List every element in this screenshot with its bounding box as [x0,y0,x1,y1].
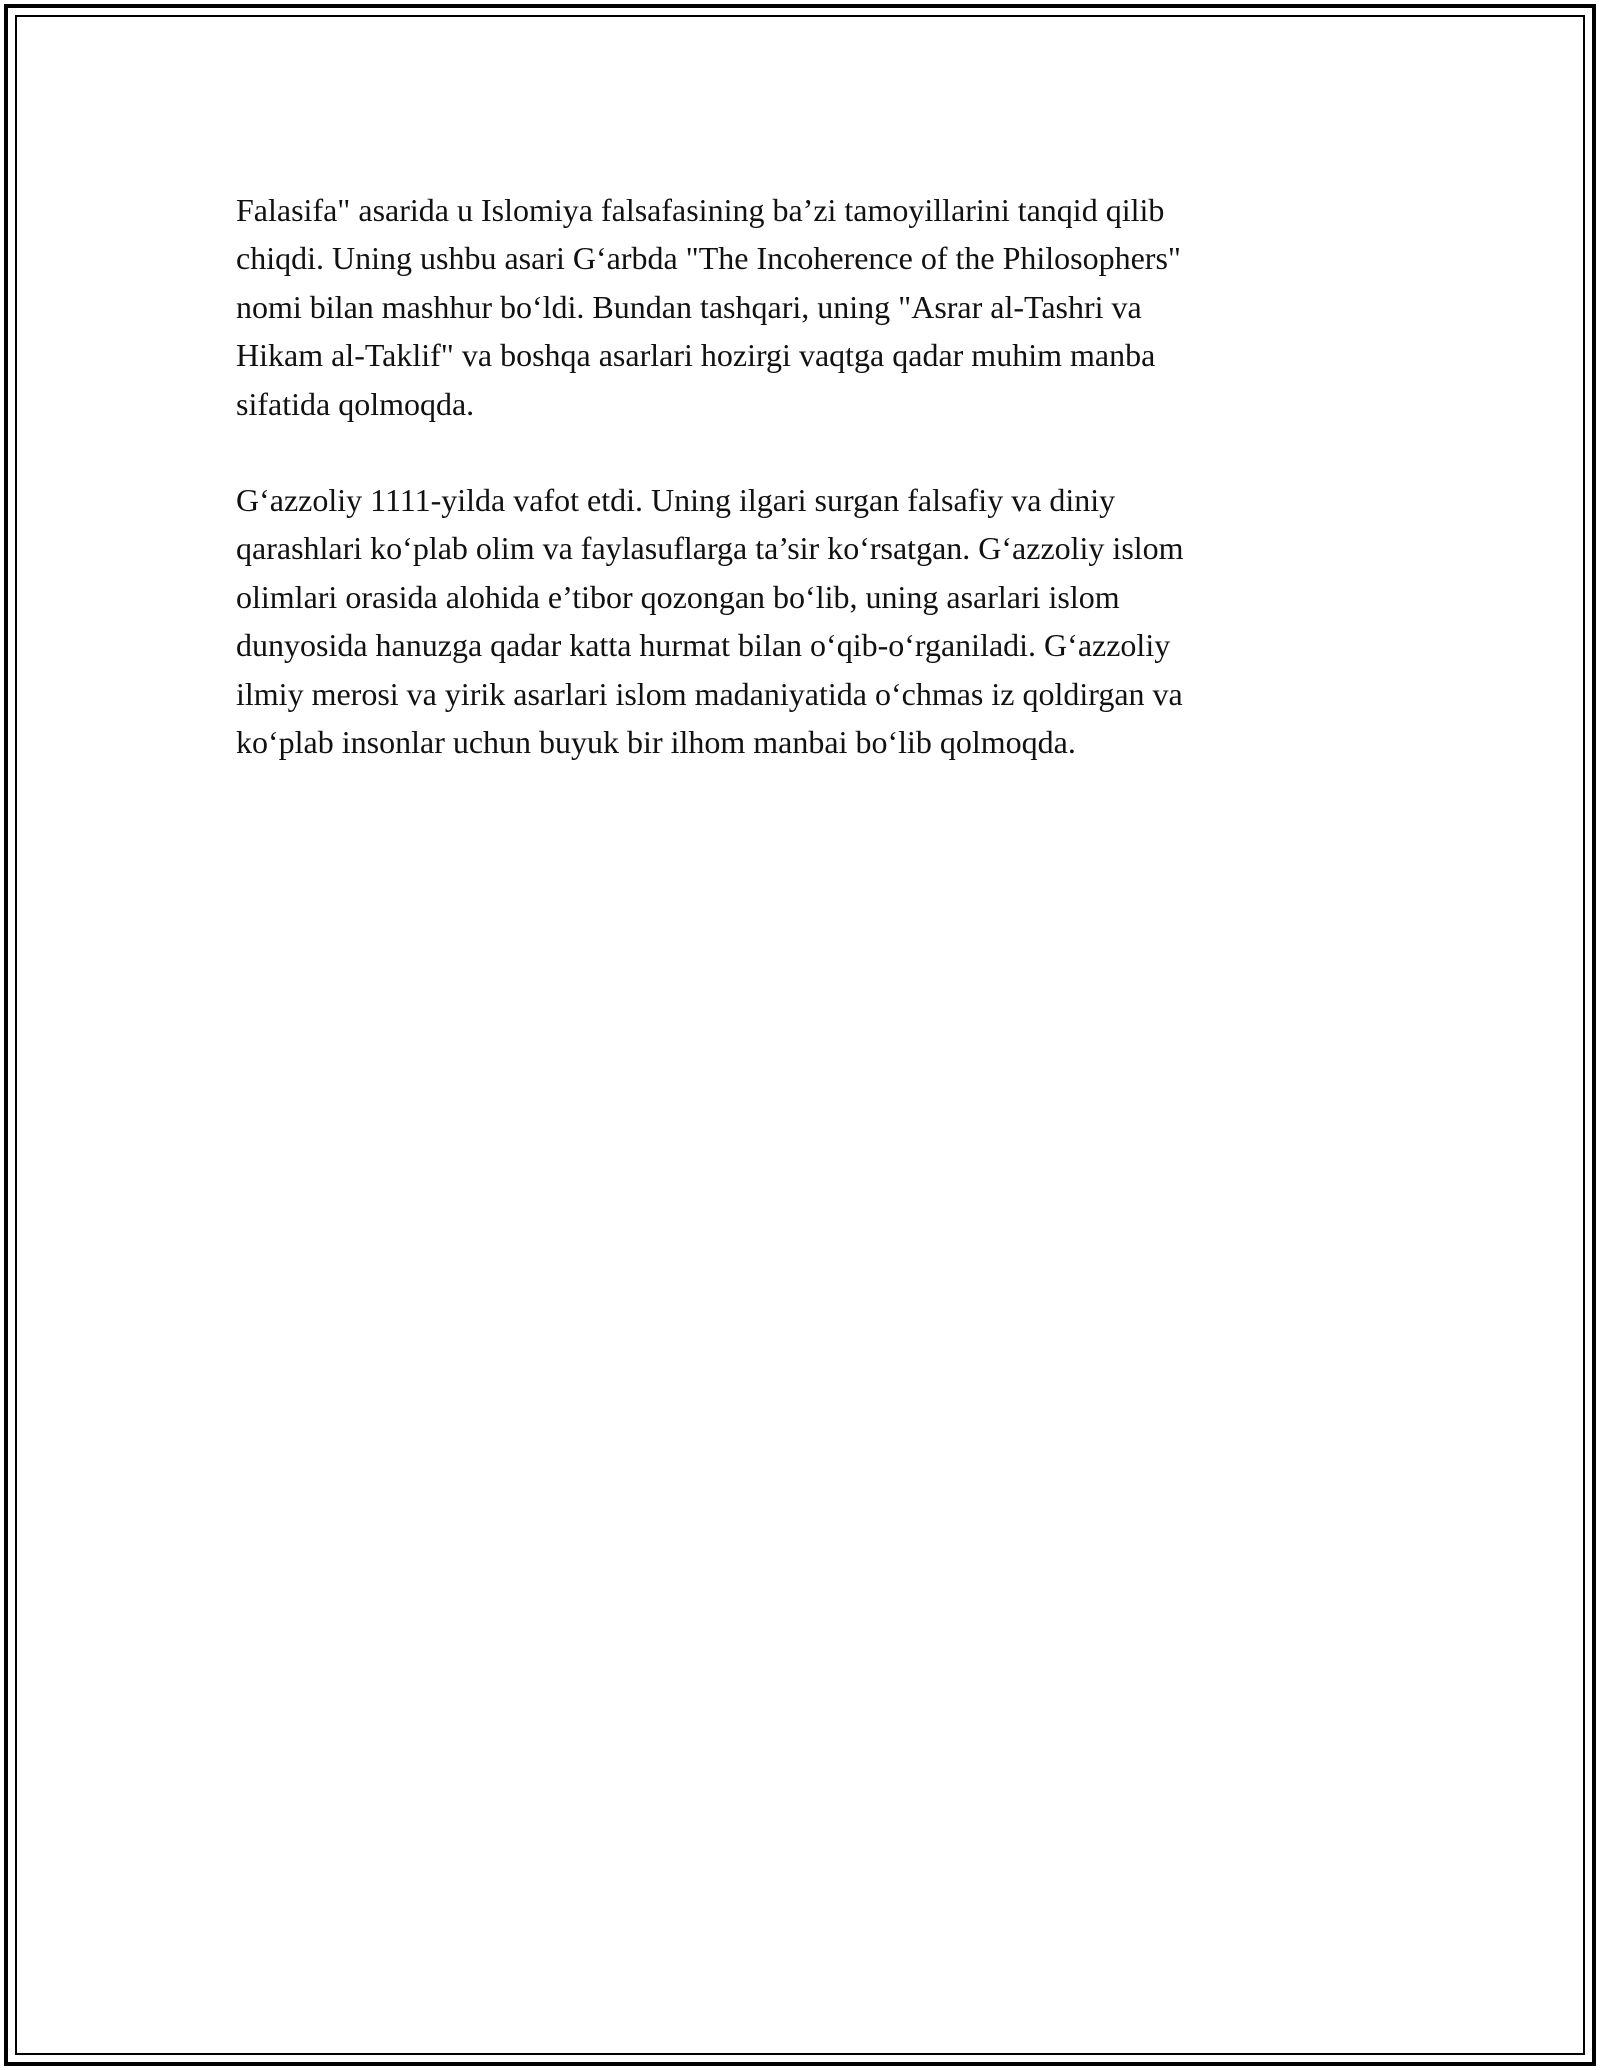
text-line: nomi bilan mashhur bo‘ldi. Bundan tashqari, uning "Asrar al-Tashri va [236,288,1142,325]
paragraph-2 [236,476,1366,766]
text-line: dunyosida hanuzga qadar katta hurmat bilan o‘qib-o‘rganiladi. G‘azzoliy [236,627,1171,664]
text-line: ilmiy merosi va yirik asarlari islom madaniyatida o‘chmas iz qoldirgan va [236,675,1183,712]
text-line: chiqdi. Uning ushbu asari G‘arbda "The Incoherence of the Philosophers" [236,240,1181,277]
paragraph-1 [236,186,1366,428]
text-line: Falasifa" asarida u Islomiya falsafasining ba’zi tamoyillarini tanqid qilib [236,192,1165,228]
text-line: G‘azzoliy 1111-yilda vafot etdi. Uning ilgari surgan falsafiy va diniy [236,482,1116,519]
text-line: sifatida qolmoqda. [236,385,475,422]
text-line: Hikam al-Taklif" va boshqa asarlari hozirgi vaqtga qadar muhim manba [236,337,1156,374]
document-body [236,186,1366,814]
text-line: qarashlari ko‘plab olim va faylasuflarga ta’sir ko‘rsatgan. G‘azzoliy islom [236,530,1184,567]
text-line: olimlari orasida alohida e’tibor qozongan bo‘lib, uning asarlari islom [236,578,1120,615]
text-line: ko‘plab insonlar uchun buyuk bir ilhom manbai bo‘lib qolmoqda. [236,724,1076,761]
